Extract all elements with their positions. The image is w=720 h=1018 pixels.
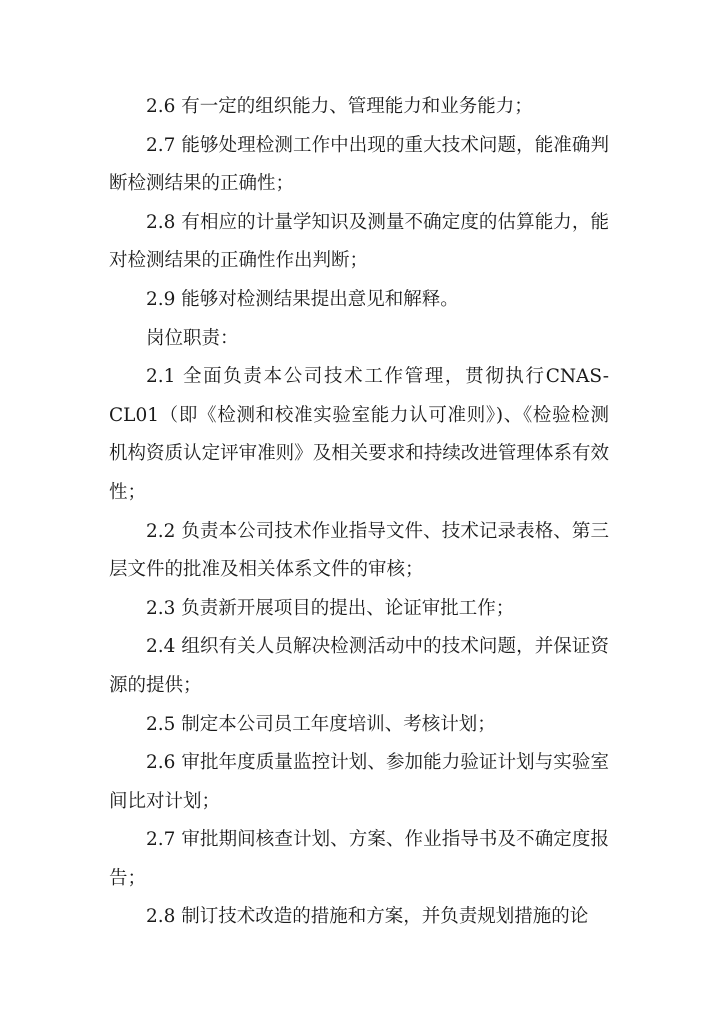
section-heading-duties: 岗位职责： [146, 327, 239, 349]
paragraph-2-9-opinions: 2.9 能够对检测结果提出意见和解释。 [146, 288, 459, 310]
duty-2-7-interim-checks: 2.7 审批期间核查计划、方案、作业指导书及不确定度报告； [109, 829, 609, 889]
duty-2-8-technical-improvement: 2.8 制订技术改造的措施和方案，并负责规划措施的论 [146, 906, 589, 928]
paragraph-2-7-technical-problems: 2.7 能够处理检测工作中出现的重大技术问题，能准确判断检测结果的正确性； [109, 134, 609, 195]
duty-2-2-document-approval: 2.2 负责本公司技术作业指导文件、技术记录表格、第三层文件的批准及相关体系文件的审核； [109, 520, 609, 581]
duty-2-5-training-plan: 2.5 制定本公司员工年度培训、考核计划； [146, 713, 496, 735]
paragraph-2-8-metrology: 2.8 有相应的计量学知识及测量不确定度的估算能力，能对检测结果的正确性作出判断； [109, 211, 609, 272]
duty-2-4-resolve-issues: 2.4 组织有关人员解决检测活动中的技术问题，并保证资源的提供； [109, 636, 609, 696]
duty-2-6-quality-monitoring: 2.6 审批年度质量监控计划、参加能力验证计划与实验室间比对计划； [109, 752, 609, 812]
document-body [109, 88, 609, 937]
duty-2-3-new-projects: 2.3 负责新开展项目的提出、论证审批工作； [146, 597, 515, 619]
paragraph-2-6-ability: 2.6 有一定的组织能力、管理能力和业务能力； [146, 96, 533, 117]
duty-2-1-technical-management: 2.1 全面负责本公司技术工作管理，贯彻执行CNAS-CL01（即《检测和校准实验室能力认可准则》)、《检验检测机构资质认定评审准则》及相关要求和持续改进管理体系有效性； [109, 366, 609, 503]
